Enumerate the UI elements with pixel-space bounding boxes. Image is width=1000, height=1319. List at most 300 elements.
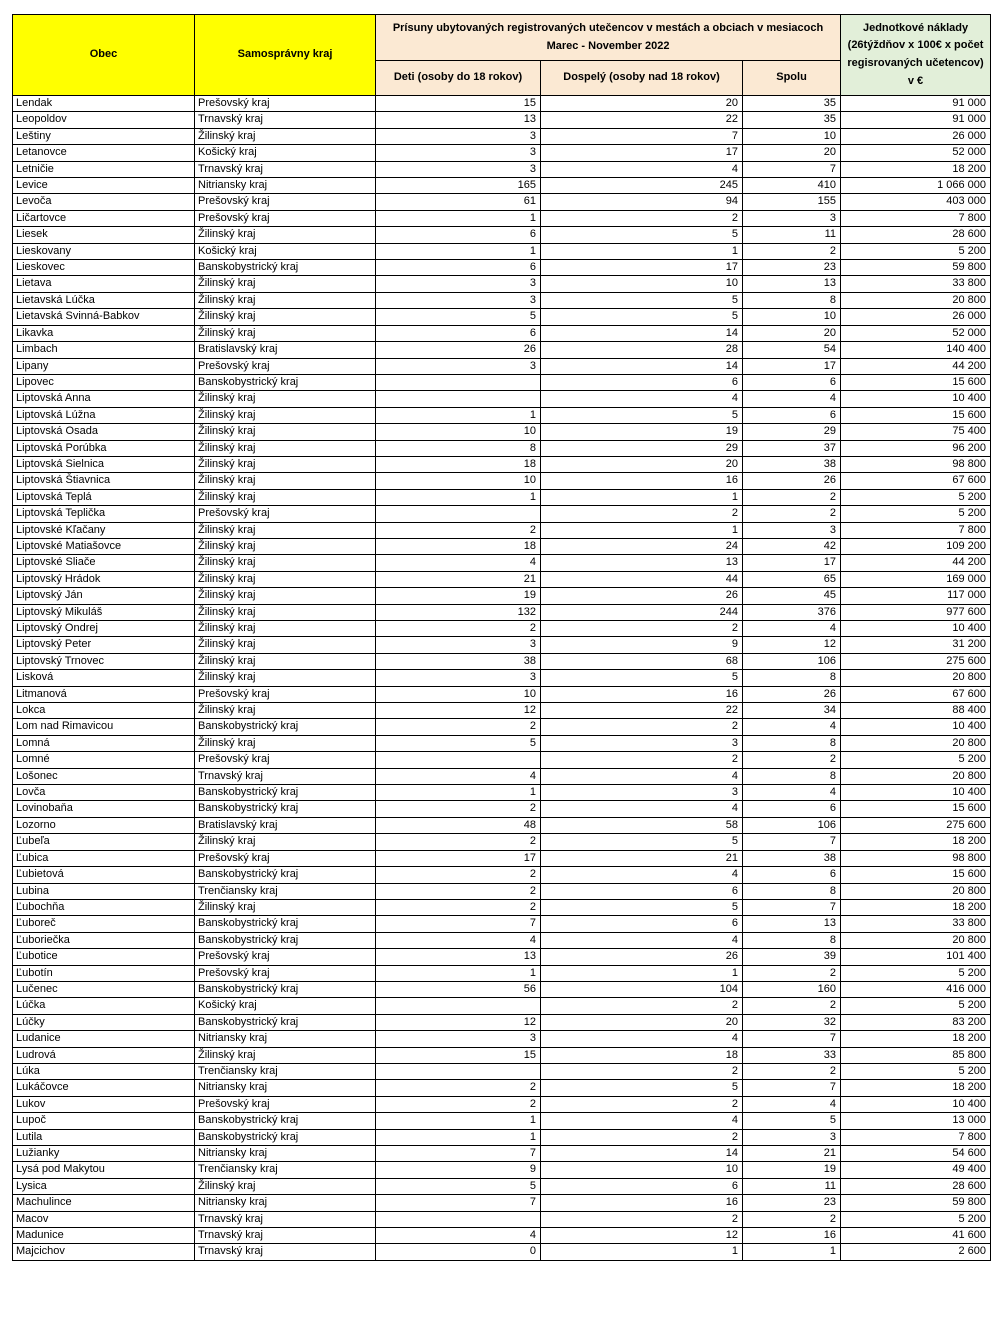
table-row: [13, 1096, 991, 1112]
cell-deti: 9: [376, 1162, 541, 1178]
cell-kraj: Banskobystrický kraj: [195, 374, 376, 390]
cell-dospely: 1: [541, 1244, 743, 1260]
cell-deti: 56: [376, 981, 541, 997]
cell-naklady: 5 200: [841, 506, 991, 522]
cell-obec: Lietavská Lúčka: [13, 292, 195, 308]
cell-deti: 13: [376, 112, 541, 128]
cell-kraj: Žilinský kraj: [195, 834, 376, 850]
cell-dospely: 26: [541, 949, 743, 965]
table-row: [13, 752, 991, 768]
cell-kraj: Žilinský kraj: [195, 588, 376, 604]
cell-spolu: 33: [743, 1047, 841, 1063]
table-row: [13, 1228, 991, 1244]
cell-obec: Lomné: [13, 752, 195, 768]
cell-deti: [376, 752, 541, 768]
cell-dospely: 1: [541, 965, 743, 981]
cell-spolu: 2: [743, 752, 841, 768]
cell-naklady: 33 800: [841, 916, 991, 932]
cell-dospely: 14: [541, 325, 743, 341]
cell-spolu: 10: [743, 128, 841, 144]
cell-obec: Liptovská Sielnica: [13, 456, 195, 472]
cell-dospely: 4: [541, 867, 743, 883]
table-row: [13, 112, 991, 128]
cell-dospely: 5: [541, 227, 743, 243]
cell-obec: Lysá pod Makytou: [13, 1162, 195, 1178]
cell-naklady: 85 800: [841, 1047, 991, 1063]
cell-obec: Liptovská Lúžna: [13, 407, 195, 423]
cell-naklady: 98 800: [841, 850, 991, 866]
cell-deti: 5: [376, 309, 541, 325]
cell-naklady: 59 800: [841, 1195, 991, 1211]
cell-dospely: 22: [541, 112, 743, 128]
cell-deti: 6: [376, 227, 541, 243]
cell-kraj: Žilinský kraj: [195, 899, 376, 915]
cell-dospely: 7: [541, 128, 743, 144]
cell-kraj: Prešovský kraj: [195, 210, 376, 226]
cell-obec: Lučenec: [13, 981, 195, 997]
cell-spolu: 7: [743, 1031, 841, 1047]
cell-deti: 2: [376, 1096, 541, 1112]
cell-obec: Limbach: [13, 342, 195, 358]
cell-dospely: 5: [541, 407, 743, 423]
cell-kraj: Trnavský kraj: [195, 112, 376, 128]
cell-obec: Lúka: [13, 1063, 195, 1079]
cell-deti: 2: [376, 719, 541, 735]
cell-naklady: 7 800: [841, 522, 991, 538]
cell-deti: 17: [376, 850, 541, 866]
cell-kraj: Banskobystrický kraj: [195, 981, 376, 997]
cell-spolu: 6: [743, 867, 841, 883]
cell-naklady: 5 200: [841, 1063, 991, 1079]
cell-spolu: 20: [743, 325, 841, 341]
cell-obec: Lúčky: [13, 1014, 195, 1030]
cell-dospely: 2: [541, 1211, 743, 1227]
cell-spolu: 3: [743, 522, 841, 538]
cell-deti: 2: [376, 834, 541, 850]
cell-dospely: 2: [541, 1096, 743, 1112]
cell-obec: Levice: [13, 178, 195, 194]
cell-naklady: 977 600: [841, 604, 991, 620]
cell-spolu: 8: [743, 292, 841, 308]
cell-deti: 10: [376, 424, 541, 440]
cell-naklady: 41 600: [841, 1228, 991, 1244]
cell-deti: 1: [376, 407, 541, 423]
cell-naklady: 10 400: [841, 719, 991, 735]
cell-obec: Lokca: [13, 703, 195, 719]
cell-deti: 21: [376, 571, 541, 587]
cell-naklady: 5 200: [841, 752, 991, 768]
table-row: [13, 391, 991, 407]
cell-naklady: 5 200: [841, 965, 991, 981]
table-row: [13, 604, 991, 620]
cell-deti: 5: [376, 735, 541, 751]
cell-obec: Litmanová: [13, 686, 195, 702]
table-row: [13, 210, 991, 226]
cell-deti: 3: [376, 1031, 541, 1047]
cell-spolu: 106: [743, 817, 841, 833]
cell-dospely: 16: [541, 1195, 743, 1211]
cell-spolu: 26: [743, 473, 841, 489]
cell-dospely: 4: [541, 391, 743, 407]
cell-spolu: 2: [743, 965, 841, 981]
cell-dospely: 20: [541, 456, 743, 472]
cell-kraj: Žilinský kraj: [195, 309, 376, 325]
table-row: [13, 998, 991, 1014]
cell-naklady: 5 200: [841, 489, 991, 505]
cell-obec: Liptovský Ondrej: [13, 621, 195, 637]
cell-spolu: 54: [743, 342, 841, 358]
cell-kraj: Žilinský kraj: [195, 637, 376, 653]
cell-naklady: 18 200: [841, 834, 991, 850]
cell-kraj: Prešovský kraj: [195, 358, 376, 374]
cell-deti: 3: [376, 276, 541, 292]
cell-obec: Liptovská Teplička: [13, 506, 195, 522]
table-row: [13, 1146, 991, 1162]
cell-deti: 6: [376, 260, 541, 276]
table-row: [13, 292, 991, 308]
cell-kraj: Trnavský kraj: [195, 1244, 376, 1260]
cell-kraj: Žilinský kraj: [195, 292, 376, 308]
cell-deti: 38: [376, 653, 541, 669]
cell-spolu: 38: [743, 456, 841, 472]
cell-kraj: Žilinský kraj: [195, 440, 376, 456]
cell-dospely: 20: [541, 96, 743, 112]
table-row: [13, 440, 991, 456]
cell-dospely: 20: [541, 1014, 743, 1030]
cell-deti: 10: [376, 686, 541, 702]
table-row: [13, 1129, 991, 1145]
table-row: [13, 653, 991, 669]
cell-dospely: 2: [541, 210, 743, 226]
cell-deti: 4: [376, 932, 541, 948]
cell-spolu: 21: [743, 1146, 841, 1162]
cell-spolu: 39: [743, 949, 841, 965]
cell-spolu: 2: [743, 506, 841, 522]
cell-spolu: 2: [743, 243, 841, 259]
cell-kraj: Nitriansky kraj: [195, 1080, 376, 1096]
cell-naklady: 140 400: [841, 342, 991, 358]
cell-deti: 1: [376, 1129, 541, 1145]
cell-dospely: 26: [541, 588, 743, 604]
cell-naklady: 13 000: [841, 1113, 991, 1129]
cell-dospely: 3: [541, 735, 743, 751]
column-header-dospely: Dospelý (osoby nad 18 rokov): [541, 61, 743, 96]
cell-obec: Lipany: [13, 358, 195, 374]
cell-naklady: 33 800: [841, 276, 991, 292]
cell-deti: 1: [376, 785, 541, 801]
table-row: [13, 407, 991, 423]
cell-obec: Liptovský Hrádok: [13, 571, 195, 587]
cell-obec: Letanovce: [13, 145, 195, 161]
cell-obec: Ľuboreč: [13, 916, 195, 932]
table-row: [13, 1113, 991, 1129]
cell-deti: 3: [376, 670, 541, 686]
header-row-top: [13, 15, 991, 61]
cell-kraj: Banskobystrický kraj: [195, 785, 376, 801]
cell-dospely: 3: [541, 785, 743, 801]
table-row: [13, 1014, 991, 1030]
table-row: [13, 96, 991, 112]
cell-deti: [376, 391, 541, 407]
table-row: [13, 1031, 991, 1047]
table-row: [13, 785, 991, 801]
cell-deti: 4: [376, 768, 541, 784]
cell-naklady: 20 800: [841, 735, 991, 751]
cell-deti: 132: [376, 604, 541, 620]
table-row: [13, 686, 991, 702]
cell-deti: [376, 1063, 541, 1079]
cell-spolu: 6: [743, 407, 841, 423]
cell-naklady: 20 800: [841, 292, 991, 308]
cell-spolu: 160: [743, 981, 841, 997]
cell-spolu: 4: [743, 719, 841, 735]
cell-naklady: 15 600: [841, 867, 991, 883]
cell-naklady: 28 600: [841, 1178, 991, 1194]
cell-spolu: 4: [743, 621, 841, 637]
cell-naklady: 59 800: [841, 260, 991, 276]
cell-spolu: 20: [743, 145, 841, 161]
table-row: [13, 817, 991, 833]
cell-naklady: 15 600: [841, 374, 991, 390]
cell-obec: Liptovská Anna: [13, 391, 195, 407]
table-row: [13, 588, 991, 604]
cell-kraj: Prešovský kraj: [195, 194, 376, 210]
cell-kraj: Bratislavský kraj: [195, 817, 376, 833]
cell-kraj: Žilinský kraj: [195, 424, 376, 440]
table-row: [13, 506, 991, 522]
cell-spolu: 45: [743, 588, 841, 604]
cell-spolu: 42: [743, 538, 841, 554]
table-row: [13, 834, 991, 850]
cell-kraj: Trnavský kraj: [195, 1211, 376, 1227]
cell-naklady: 96 200: [841, 440, 991, 456]
cell-kraj: Prešovský kraj: [195, 1096, 376, 1112]
cell-deti: 13: [376, 949, 541, 965]
cell-deti: 2: [376, 867, 541, 883]
cell-naklady: 117 000: [841, 588, 991, 604]
cell-dospely: 4: [541, 1031, 743, 1047]
cell-deti: 2: [376, 883, 541, 899]
cell-kraj: Žilinský kraj: [195, 325, 376, 341]
cell-naklady: 18 200: [841, 161, 991, 177]
cell-obec: Ľubochňa: [13, 899, 195, 915]
cell-spolu: 17: [743, 555, 841, 571]
cell-spolu: 376: [743, 604, 841, 620]
cell-deti: 18: [376, 456, 541, 472]
cell-obec: Lysica: [13, 1178, 195, 1194]
cell-kraj: Banskobystrický kraj: [195, 916, 376, 932]
cell-deti: 6: [376, 325, 541, 341]
cell-kraj: Žilinský kraj: [195, 653, 376, 669]
cell-kraj: Žilinský kraj: [195, 555, 376, 571]
cell-naklady: 5 200: [841, 243, 991, 259]
table-row: [13, 473, 991, 489]
table-row: [13, 899, 991, 915]
cell-deti: 3: [376, 292, 541, 308]
cell-dospely: 9: [541, 637, 743, 653]
table-row: [13, 522, 991, 538]
cell-obec: Lubina: [13, 883, 195, 899]
cell-kraj: Žilinský kraj: [195, 473, 376, 489]
cell-naklady: 15 600: [841, 407, 991, 423]
cell-kraj: Nitriansky kraj: [195, 1031, 376, 1047]
cell-spolu: 6: [743, 801, 841, 817]
cell-obec: Lošonec: [13, 768, 195, 784]
cell-dospely: 94: [541, 194, 743, 210]
cell-deti: 10: [376, 473, 541, 489]
cell-deti: [376, 374, 541, 390]
cell-kraj: Prešovský kraj: [195, 96, 376, 112]
cell-deti: 19: [376, 588, 541, 604]
cell-spolu: 3: [743, 210, 841, 226]
cell-kraj: Bratislavský kraj: [195, 342, 376, 358]
table-row: [13, 555, 991, 571]
cell-spolu: 11: [743, 227, 841, 243]
cell-dospely: 18: [541, 1047, 743, 1063]
table-row: [13, 538, 991, 554]
cell-spolu: 106: [743, 653, 841, 669]
table-header: [13, 15, 991, 96]
cell-naklady: 44 200: [841, 555, 991, 571]
cell-deti: 26: [376, 342, 541, 358]
cell-kraj: Nitriansky kraj: [195, 1195, 376, 1211]
cell-kraj: Žilinský kraj: [195, 604, 376, 620]
cell-obec: Liptovský Ján: [13, 588, 195, 604]
cell-dospely: 4: [541, 768, 743, 784]
cell-dospely: 17: [541, 260, 743, 276]
cell-naklady: 26 000: [841, 309, 991, 325]
cell-obec: Madunice: [13, 1228, 195, 1244]
cell-kraj: Nitriansky kraj: [195, 1146, 376, 1162]
table-row: [13, 243, 991, 259]
cell-deti: 12: [376, 703, 541, 719]
cell-kraj: Banskobystrický kraj: [195, 1113, 376, 1129]
cell-obec: Lietavská Svinná-Babkov: [13, 309, 195, 325]
cell-dospely: 5: [541, 670, 743, 686]
cell-obec: Lom nad Rimavicou: [13, 719, 195, 735]
cell-naklady: 28 600: [841, 227, 991, 243]
cell-kraj: Prešovský kraj: [195, 686, 376, 702]
cell-kraj: Žilinský kraj: [195, 522, 376, 538]
cell-spolu: 6: [743, 374, 841, 390]
cell-naklady: 275 600: [841, 817, 991, 833]
cell-spolu: 13: [743, 276, 841, 292]
table-row: [13, 1211, 991, 1227]
cell-kraj: Banskobystrický kraj: [195, 801, 376, 817]
cell-obec: Liptovská Teplá: [13, 489, 195, 505]
cell-naklady: 18 200: [841, 899, 991, 915]
cell-obec: Lužianky: [13, 1146, 195, 1162]
cell-obec: Machulince: [13, 1195, 195, 1211]
cell-naklady: 10 400: [841, 785, 991, 801]
cell-kraj: Trenčiansky kraj: [195, 1162, 376, 1178]
cell-kraj: Prešovský kraj: [195, 965, 376, 981]
cell-deti: 48: [376, 817, 541, 833]
cell-dospely: 17: [541, 145, 743, 161]
cell-deti: 3: [376, 358, 541, 374]
cell-obec: Lúčka: [13, 998, 195, 1014]
cell-spolu: 7: [743, 161, 841, 177]
cell-spolu: 3: [743, 1129, 841, 1145]
cell-dospely: 6: [541, 374, 743, 390]
cell-spolu: 19: [743, 1162, 841, 1178]
cell-dospely: 6: [541, 916, 743, 932]
cell-kraj: Banskobystrický kraj: [195, 932, 376, 948]
cell-obec: Liptovské Sliače: [13, 555, 195, 571]
cell-dospely: 5: [541, 309, 743, 325]
table-row: [13, 1162, 991, 1178]
cell-naklady: 7 800: [841, 210, 991, 226]
table-row: [13, 719, 991, 735]
cell-deti: 165: [376, 178, 541, 194]
cell-kraj: Prešovský kraj: [195, 752, 376, 768]
cell-dospely: 4: [541, 932, 743, 948]
cell-deti: 5: [376, 1178, 541, 1194]
cell-kraj: Košický kraj: [195, 998, 376, 1014]
cell-kraj: Prešovský kraj: [195, 949, 376, 965]
cell-spolu: 23: [743, 260, 841, 276]
cell-deti: 2: [376, 621, 541, 637]
cell-dospely: 4: [541, 1113, 743, 1129]
table-row: [13, 325, 991, 341]
column-header-kraj: Samosprávny kraj: [195, 15, 376, 96]
table-row: [13, 1047, 991, 1063]
cell-obec: Liptovská Štiavnica: [13, 473, 195, 489]
cell-dospely: 13: [541, 555, 743, 571]
cell-naklady: 10 400: [841, 391, 991, 407]
cell-naklady: 5 200: [841, 1211, 991, 1227]
table-row: [13, 342, 991, 358]
cell-spolu: 2: [743, 1211, 841, 1227]
cell-deti: 18: [376, 538, 541, 554]
cell-naklady: 26 000: [841, 128, 991, 144]
table-row: [13, 128, 991, 144]
table-row: [13, 227, 991, 243]
cell-kraj: Žilinský kraj: [195, 670, 376, 686]
cell-spolu: 2: [743, 1063, 841, 1079]
cell-kraj: Banskobystrický kraj: [195, 867, 376, 883]
table-row: [13, 867, 991, 883]
cell-kraj: Trnavský kraj: [195, 1228, 376, 1244]
cell-dospely: 2: [541, 506, 743, 522]
cell-deti: 15: [376, 96, 541, 112]
column-group-header-prisuny: Prísuny ubytovaných registrovaných utečencov v mestách a obciach v mesiacoch Marec - November 2022: [376, 15, 841, 61]
cell-naklady: 275 600: [841, 653, 991, 669]
cell-dospely: 6: [541, 883, 743, 899]
cell-obec: Lendak: [13, 96, 195, 112]
cell-obec: Liptovský Trnovec: [13, 653, 195, 669]
cell-kraj: Žilinský kraj: [195, 407, 376, 423]
cell-spolu: 32: [743, 1014, 841, 1030]
cell-obec: Lisková: [13, 670, 195, 686]
cell-dospely: 5: [541, 899, 743, 915]
cell-deti: [376, 1211, 541, 1227]
cell-kraj: Žilinský kraj: [195, 1178, 376, 1194]
cell-obec: Liptovská Osada: [13, 424, 195, 440]
cell-spolu: 65: [743, 571, 841, 587]
table-row: [13, 801, 991, 817]
cell-naklady: 31 200: [841, 637, 991, 653]
cell-naklady: 75 400: [841, 424, 991, 440]
cell-dospely: 2: [541, 719, 743, 735]
cell-deti: 3: [376, 128, 541, 144]
table-row: [13, 883, 991, 899]
cell-obec: Liptovský Mikuláš: [13, 604, 195, 620]
table-row: [13, 424, 991, 440]
table-row: [13, 260, 991, 276]
table-row: [13, 850, 991, 866]
table-row: [13, 358, 991, 374]
